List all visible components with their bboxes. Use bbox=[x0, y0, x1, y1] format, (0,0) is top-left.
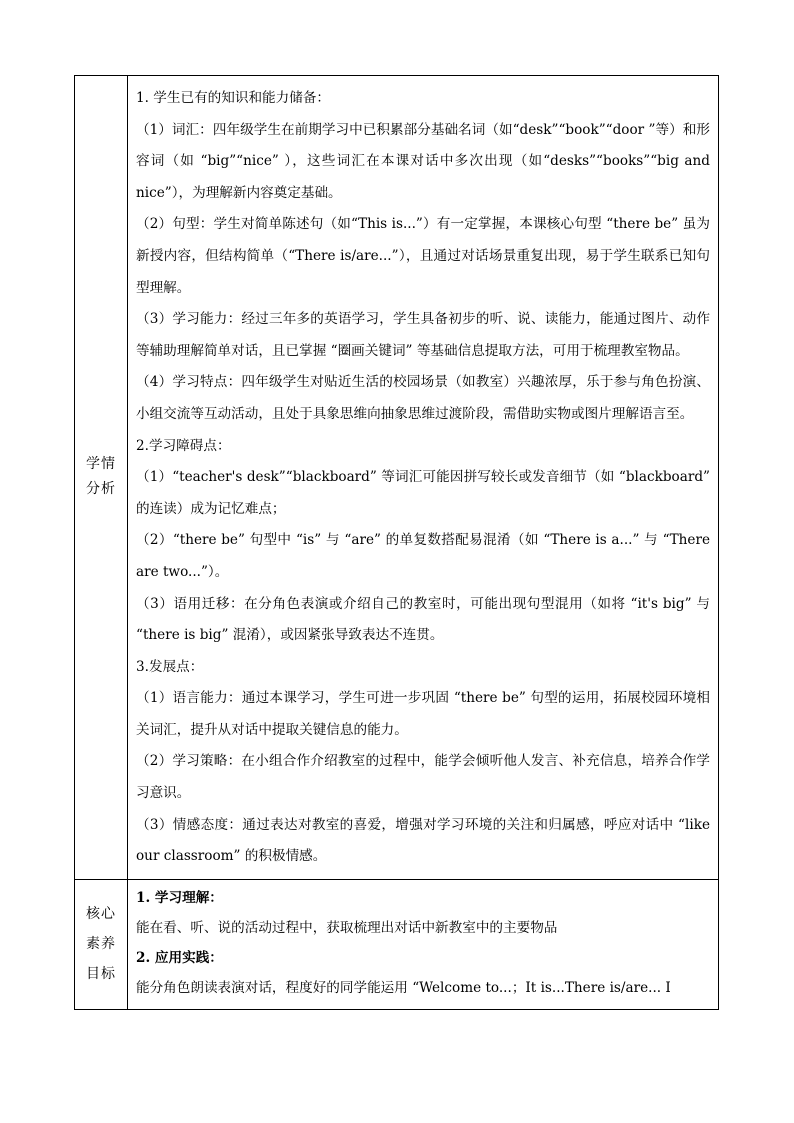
core-literacy-content-cell bbox=[128, 879, 719, 1009]
learning-understanding-text: 能在看、听、说的活动过程中，获取梳理出对话中新教室中的主要物品 bbox=[136, 919, 558, 936]
learning-understanding-heading: 1. 学习理解： bbox=[136, 889, 223, 906]
student-analysis-content-cell bbox=[128, 76, 719, 880]
vocabulary-paragraph: （1）词汇：四年级学生在前期学习中已积累部分基础名词（如“desk”“book”“door ”等）和形容词（如 “big”“nice” ），这些词汇在本课对话中多次出现（如“desks”“books”“big and nice”），为理解新内容奠定基础。 bbox=[136, 121, 710, 201]
development-strategy-paragraph: （2）学习策略：在小组合作介绍教室的过程中，能学会倾听他人发言、补充信息，培养合作学习意识。 bbox=[136, 753, 710, 802]
learning-ability-paragraph: （3）学习能力：经过三年多的英语学习，学生具备初步的听、说、读能力，能通过图片、动作等辅助理解简单对话，且已掌握 “圈画关键词” 等基础信息提取方法，可用于梳理教室物品。 bbox=[136, 311, 710, 359]
core-literacy-label-line1: 核心 bbox=[86, 906, 116, 923]
core-literacy-label-cell bbox=[75, 879, 128, 1009]
obstacle-there-be-paragraph: （2）“there be” 句型中 “is” 与 “are” 的单复数搭配易混淆（如 “There is a...” 与 “There are two...”）。 bbox=[136, 532, 710, 580]
development-emotion-paragraph: （3）情感态度：通过表达对教室的喜爱，增强对学习环境的关注和归属感，呼应对话中 “like our classroom” 的积极情感。 bbox=[136, 816, 710, 865]
core-literacy-content bbox=[128, 880, 718, 1009]
core-literacy-label bbox=[75, 899, 127, 989]
core-literacy-label-line3: 目标 bbox=[86, 966, 116, 983]
obstacle-pragmatic-paragraph: （3）语用迁移：在分角色表演或介绍自己的教室时，可能出现句型混用（如将 “it's big” 与 “there is big” 混淆），或因紧张导致表达不连贯。 bbox=[136, 595, 710, 644]
application-practice-text: 能分角色朗读表演对话，程度好的同学能运用 “Welcome to...；It is...There is/are... I bbox=[136, 979, 671, 996]
core-literacy-label-line2: 素养 bbox=[86, 936, 116, 953]
student-analysis-label-cell bbox=[75, 76, 128, 880]
knowledge-heading: 1. 学生已有的知识和能力储备： bbox=[136, 90, 331, 106]
development-language-paragraph: （1）语言能力：通过本课学习，学生可进一步巩固 “there be” 句型的运用，拓展校园环境相关词汇，提升从对话中提取关键信息的能力。 bbox=[136, 690, 710, 738]
development-heading: 3.发展点： bbox=[136, 658, 204, 675]
student-analysis-row bbox=[75, 76, 719, 880]
lesson-plan-table bbox=[74, 75, 719, 1010]
student-analysis-content bbox=[128, 76, 718, 879]
core-literacy-row bbox=[75, 879, 719, 1009]
learning-traits-paragraph: （4）学习特点：四年级学生对贴近生活的校园场景（如教室）兴趣浓厚，乐于参与角色扮演、小组交流等互动活动，且处于具象思维向抽象思维过渡阶段，需借助实物或图片理解语言至。 bbox=[136, 374, 710, 422]
obstacle-vocabulary-paragraph: （1）“teacher's desk”“blackboard” 等词汇可能因拼写较长或发音细节（如 “blackboard” 的连读）成为记忆难点； bbox=[136, 469, 710, 517]
sentence-pattern-paragraph: （2）句型：学生对简单陈述句（如“This is...”）有一定掌握，本课核心句型 “there be” 虽为新授内容，但结构简单（“There is/are...”），且通过对话场景重复出现，易于学生联系已知句型理解。 bbox=[136, 216, 710, 296]
student-analysis-label: 学情分析 bbox=[86, 456, 116, 498]
obstacles-heading: 2.学习障碍点： bbox=[136, 437, 231, 454]
application-practice-heading: 2. 应用实践： bbox=[136, 949, 223, 966]
